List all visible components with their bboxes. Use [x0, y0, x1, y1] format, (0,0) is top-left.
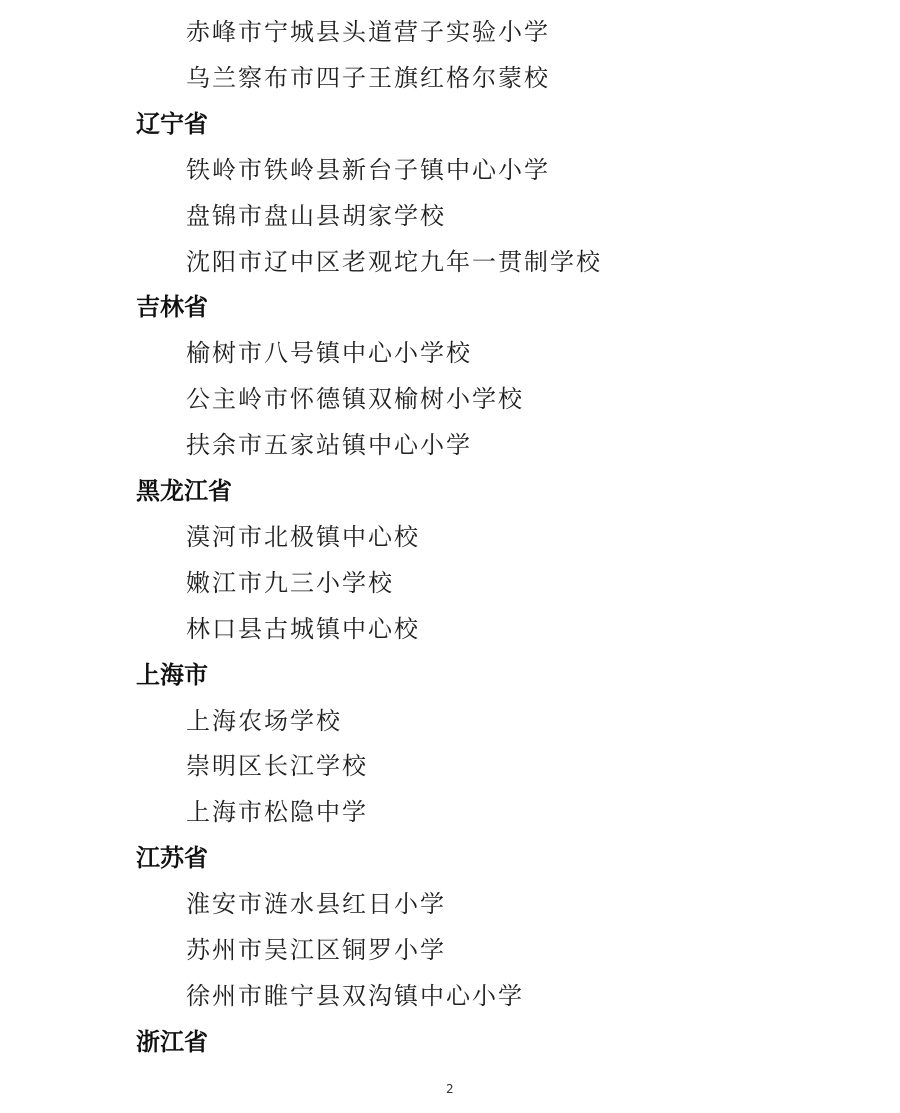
- province-heading: 吉林省: [136, 293, 208, 321]
- province-heading: 辽宁省: [136, 110, 208, 138]
- school-name: 上海市松隐中学: [186, 798, 368, 826]
- school-name: 赤峰市宁城县头道营子实验小学: [186, 18, 550, 46]
- page-number: 2: [446, 1082, 454, 1096]
- school-name: 盘锦市盘山县胡家学校: [186, 202, 446, 230]
- school-name: 扶余市五家站镇中心小学: [186, 431, 472, 459]
- school-name: 崇明区长江学校: [186, 752, 368, 780]
- school-name: 铁岭市铁岭县新台子镇中心小学: [186, 156, 550, 184]
- school-name: 漠河市北极镇中心校: [186, 523, 420, 551]
- school-name: 乌兰察布市四子王旗红格尔蒙校: [186, 64, 550, 92]
- school-name: 苏州市吴江区铜罗小学: [186, 936, 446, 964]
- school-name: 徐州市睢宁县双沟镇中心小学: [186, 982, 524, 1010]
- province-heading: 浙江省: [136, 1028, 208, 1056]
- province-heading: 江苏省: [136, 844, 208, 872]
- school-name: 林口县古城镇中心校: [186, 615, 420, 643]
- school-name: 榆树市八号镇中心小学校: [186, 339, 472, 367]
- province-heading: 上海市: [136, 661, 208, 689]
- school-name: 上海农场学校: [186, 707, 342, 735]
- school-name: 公主岭市怀德镇双榆树小学校: [186, 385, 524, 413]
- province-heading: 黑龙江省: [136, 477, 232, 505]
- school-name: 沈阳市辽中区老观坨九年一贯制学校: [186, 248, 602, 276]
- school-name: 嫩江市九三小学校: [186, 569, 394, 597]
- school-name: 淮安市涟水县红日小学: [186, 890, 446, 918]
